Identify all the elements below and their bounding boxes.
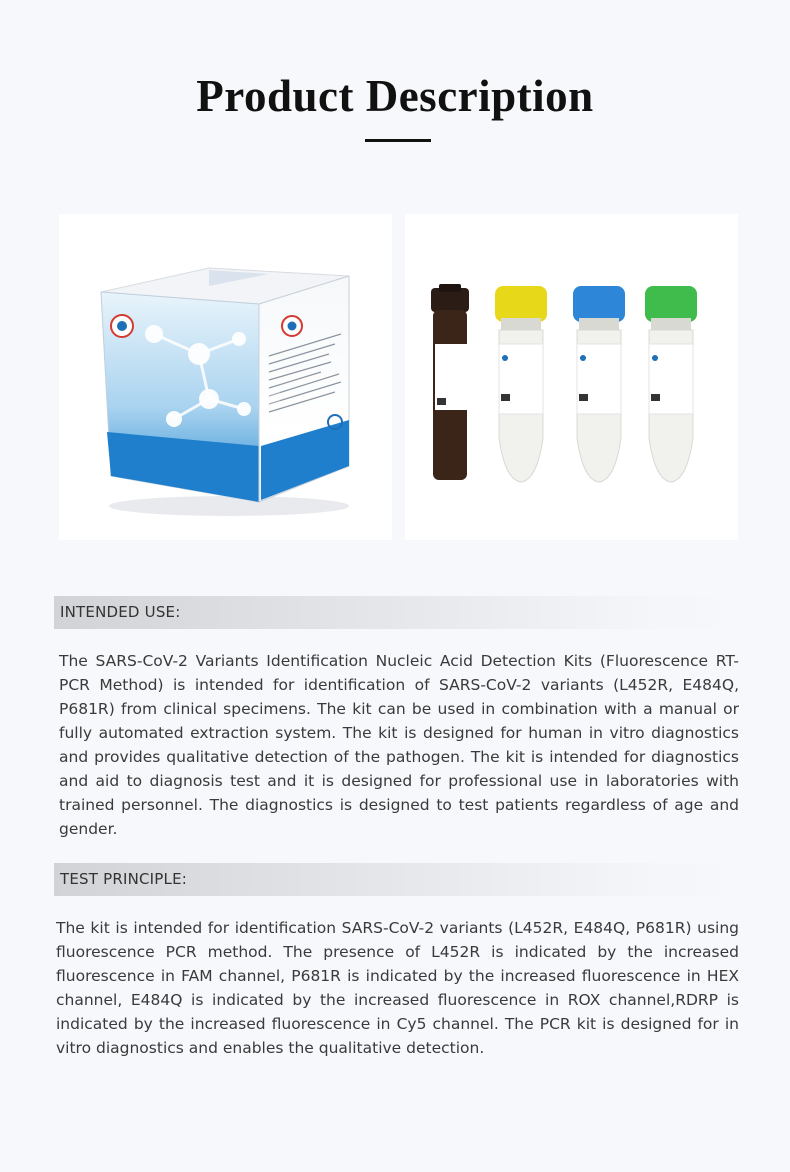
intended-use-body: The SARS-CoV-2 Variants Identification Nucleic Acid Detection Kits (Fluorescence RT-PCR Method) is intended for identification of SARS-CoV-2 variants (L452R, E484Q, P681R) from clinical specimens. The kit can be used in combination with a manual or fully automated extraction system. The kit is designed for human in vitro diagnostics and provides qualitative detection of the pathogen. The kit is intended for diagnostics and aid to diagnosis test and it is designed for professional use in laboratories with trained personnel. The diagnostics is designed to test patients regardless of age and gender. (59, 652, 739, 838)
page-title: Product Description (196, 71, 594, 121)
test-principle-heading: TEST PRINCIPLE: (60, 870, 188, 888)
vial-yellow (495, 286, 547, 482)
title-underline (365, 139, 431, 142)
vial-dark (431, 284, 469, 480)
kit-box-illustration (59, 214, 392, 540)
vials-illustration (405, 214, 738, 540)
kit-box-image (59, 214, 392, 540)
intended-use-heading: INTENDED USE: (60, 603, 181, 621)
test-principle-body: The kit is intended for identification SARS-CoV-2 variants (L452R, E484Q, P681R) using fluorescence PCR method. The presence of L452R is indicated by the increased fluorescence in FAM channel, P681R is indicated by the increased fluorescence in HEX channel, E484Q is indicated by the increased fluorescence in ROX channel,RDRP is indicated by the increased fluorescence in Cy5 channel. The PCR kit is designed for in vitro diagnostics and enables the qualitative detection. (56, 919, 739, 1057)
vial-green (645, 286, 697, 482)
test-principle-heading-bar (54, 863, 740, 896)
vial-blue (573, 286, 625, 482)
vials-image (405, 214, 738, 540)
intended-use-heading-bar (54, 596, 740, 629)
